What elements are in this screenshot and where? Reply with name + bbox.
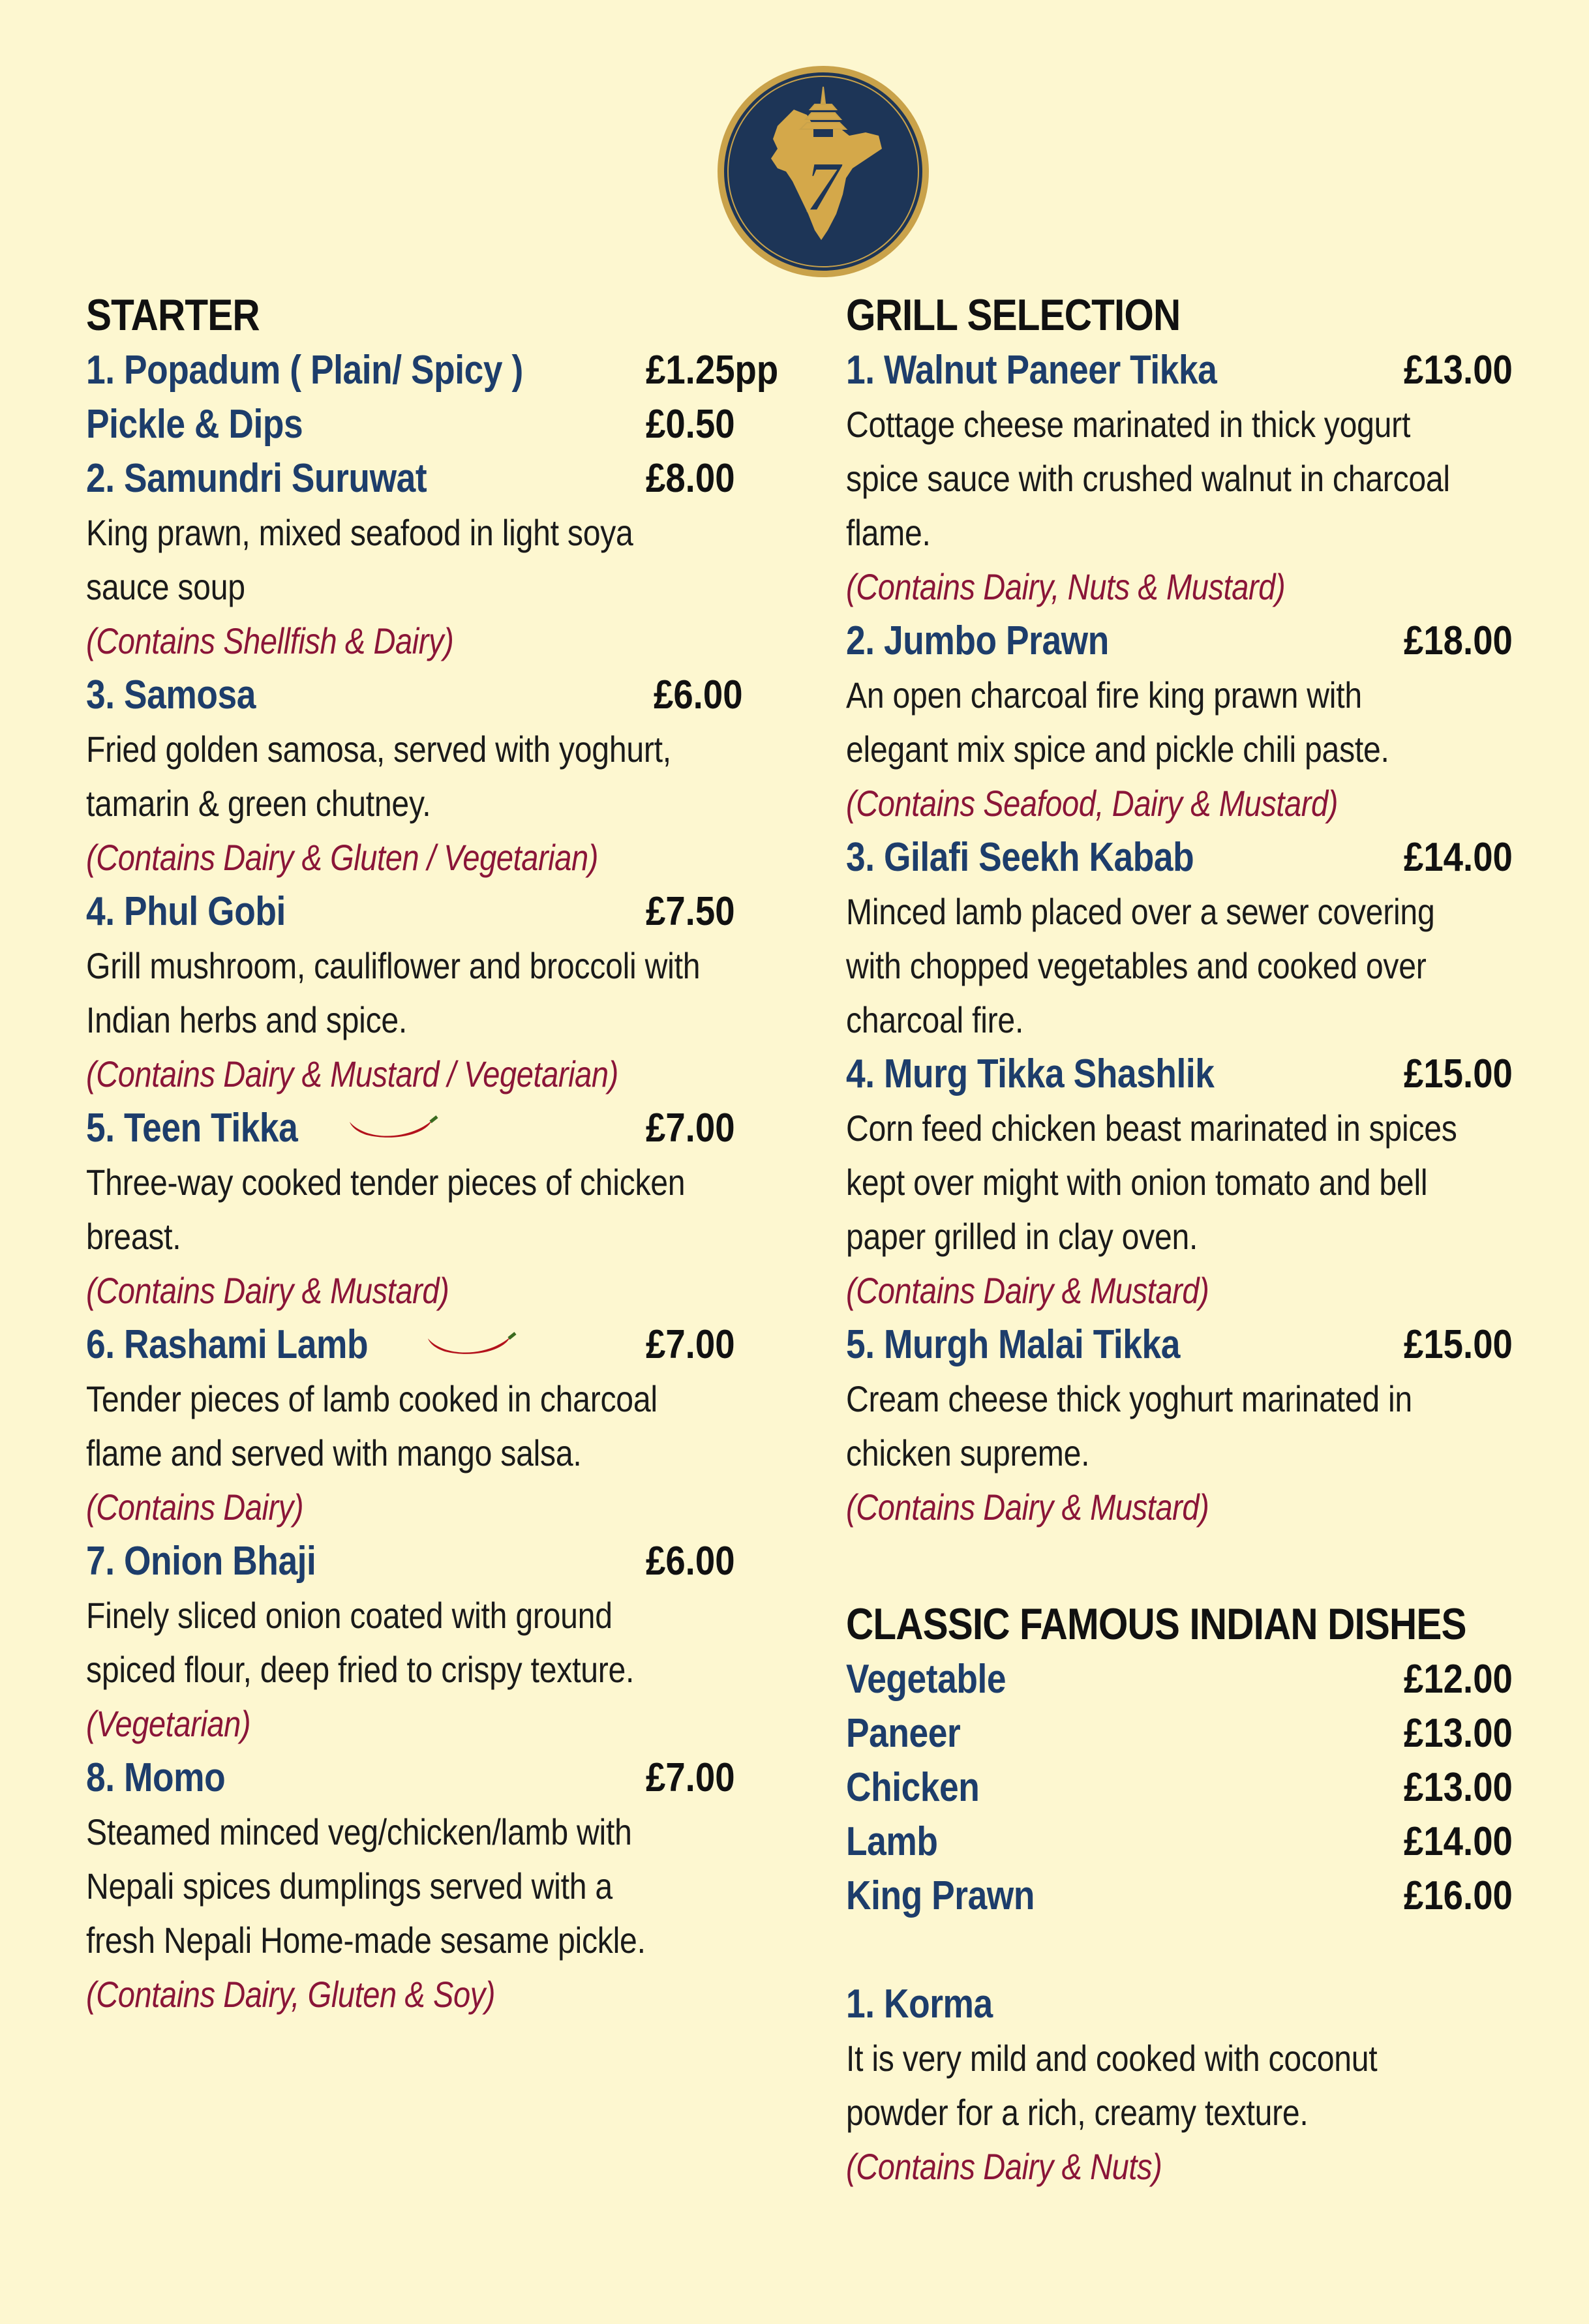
item-price: £16.00 [1404,1873,1513,1918]
allergen-note: (Contains Dairy) [86,1486,304,1528]
section-title-classic: CLASSIC FAMOUS INDIAN DISHES [846,1599,1466,1649]
item-price: £13.00 [1404,1711,1513,1756]
item-name: 4. Murg Tikka Shashlik [846,1051,1215,1096]
menu-item-walnut-paneer [846,343,1564,397]
menu-item-teen-tikka [86,1101,804,1155]
starter-column [86,287,804,2021]
item-description: Fried golden samosa, served with yoghurt, tamarin & green chutney. [86,729,671,824]
item-name: Vegetable [846,1657,1006,1702]
menu-item-phul-gobi [86,884,804,939]
item-description: It is very mild and cooked with coconut powder for a rich, creamy texture. [846,2038,1378,2133]
item-name: 6. Rashami Lamb [86,1322,369,1367]
item-name: King Prawn [846,1873,1035,1918]
allergen-note: (Contains Seafood, Dairy & Mustard) [846,783,1338,824]
item-name: 4. Phul Gobi [86,889,286,934]
menu-item-korma [846,1977,1564,2031]
price-row-vegetable [846,1652,1564,1706]
item-description: King prawn, mixed seafood in light soya sauce soup [86,512,633,607]
restaurant-logo [716,64,931,279]
allergen-note: (Contains Dairy & Nuts) [846,2146,1162,2187]
item-price: £7.00 [646,1755,735,1800]
grill-column [846,287,1564,2194]
price-row-king-prawn [846,1869,1564,1923]
item-description: An open charcoal fire king prawn with elegant mix spice and pickle chili paste. [846,674,1389,770]
item-price: £7.50 [646,889,735,934]
item-name: Chicken [846,1765,980,1810]
item-name: 2. Jumbo Prawn [846,618,1109,663]
item-price: £8.00 [646,456,735,501]
logo-number: 7 [805,147,841,226]
allergen-note: (Contains Dairy & Gluten / Vegetarian) [86,837,598,878]
item-name: Lamb [846,1819,938,1864]
item-price: £1.25pp [646,348,779,393]
item-price: £15.00 [1404,1051,1513,1096]
menu-item-samosa [86,668,804,722]
item-name: 1. Popadum ( Plain/ Spicy ) [86,348,523,393]
menu-item-popadum [86,343,804,397]
item-description: Corn feed chicken beast marinated in spices kept over might with onion tomato and bell paper grilled in clay oven. [846,1108,1457,1257]
menu-item-murgh-malai [846,1318,1564,1372]
item-name: 2. Samundri Suruwat [86,456,427,501]
item-price: £13.00 [1404,1765,1513,1810]
price-row-chicken [846,1760,1564,1815]
item-description: Minced lamb placed over a sewer covering with chopped vegetables and cooked over charcoal fire. [846,891,1435,1040]
item-price: £14.00 [1404,835,1513,880]
item-name: 8. Momo [86,1755,226,1800]
item-name: 5. Murgh Malai Tikka [846,1322,1180,1367]
item-name: Pickle & Dips [86,402,303,447]
item-price: £7.00 [646,1322,735,1367]
item-description: Cream cheese thick yoghurt marinated in chicken supreme. [846,1378,1412,1473]
price-row-paneer [846,1706,1564,1760]
allergen-note: (Contains Dairy & Mustard) [846,1270,1209,1311]
menu-item-rashami-lamb [86,1318,804,1372]
price-row-lamb [846,1815,1564,1869]
item-price: £12.00 [1404,1657,1513,1702]
item-description: Grill mushroom, cauliflower and broccoli with Indian herbs and spice. [86,945,701,1040]
menu-item-momo [86,1751,804,1805]
item-description: Cottage cheese marinated in thick yogurt spice sauce with crushed walnut in charcoal flame. [846,404,1450,553]
allergen-note: (Contains Dairy, Gluten & Soy) [86,1974,496,2015]
item-name: 3. Gilafi Seekh Kabab [846,835,1194,880]
allergen-note: (Contains Dairy & Mustard / Vegetarian) [86,1053,618,1094]
item-name: 5. Teen Tikka [86,1106,298,1151]
allergen-note: (Contains Dairy & Mustard) [86,1270,449,1311]
menu-item-jumbo-prawn [846,614,1564,668]
item-price: £7.00 [646,1106,735,1151]
item-price: £6.00 [654,672,743,717]
section-title-starter: STARTER [86,290,260,340]
menu-item-murg-tikka-shashlik [846,1047,1564,1101]
item-name: 1. Korma [846,1982,993,2027]
item-name: 1. Walnut Paneer Tikka [846,348,1217,393]
item-price: £15.00 [1404,1322,1513,1367]
menu-item-samundri [86,451,804,506]
item-price: £14.00 [1404,1819,1513,1864]
chili-icon [347,1115,438,1143]
item-price: £18.00 [1404,618,1513,663]
item-name: 7. Onion Bhaji [86,1539,316,1584]
chili-icon [425,1332,517,1359]
menu-item-onion-bhaji [86,1534,804,1588]
item-price: £0.50 [646,402,735,447]
menu-item-pickle [86,397,804,451]
item-description: Three-way cooked tender pieces of chicken breast. [86,1162,686,1257]
item-description: Finely sliced onion coated with ground spiced flour, deep fried to crispy texture. [86,1595,635,1690]
menu-item-gilafi-seekh [846,830,1564,884]
section-title-grill: GRILL SELECTION [846,290,1181,340]
allergen-note: (Contains Shellfish & Dairy) [86,620,454,661]
allergen-note: (Vegetarian) [86,1703,251,1744]
allergen-note: (Contains Dairy & Mustard) [846,1486,1209,1528]
item-name: 3. Samosa [86,672,256,717]
allergen-note: (Contains Dairy, Nuts & Mustard) [846,566,1286,607]
item-name: Paneer [846,1711,961,1756]
item-description: Steamed minced veg/chicken/lamb with Nepali spices dumplings served with a fresh Nepali Home-made sesame pickle. [86,1811,646,1961]
item-price: £13.00 [1404,348,1513,393]
item-description: Tender pieces of lamb cooked in charcoal flame and served with mango salsa. [86,1378,658,1473]
item-price: £6.00 [646,1539,735,1584]
